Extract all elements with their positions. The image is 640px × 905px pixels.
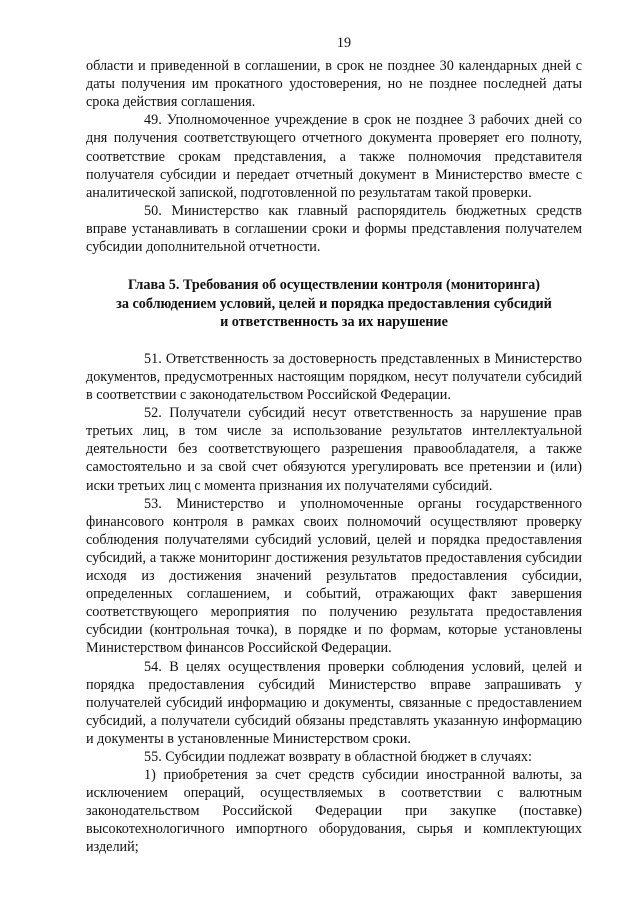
paragraph-55: 55. Субсидии подлежат возврату в областной бюджет в случаях:	[144, 748, 532, 765]
paragraph-49: 49. Уполномоченное учреждение в срок не позднее 3 рабочих дней со дня получения соответствующего отчетного документа проверяет его полноту, соответствие срокам представления, а также полномочия представителя получателя субсидии и передает отчетный документ в Министерство вместе с аналитической запиской, подготовленной по результатам такой проверки.	[86, 112, 582, 201]
paragraph-52: 52. Получатели субсидий несут ответственность за нарушение прав третьих лиц, в том числе за использование результатов интеллектуальной деятельности без соответствующего разрешения правообладателя, а также самостоятельно и за свой счет обязуются урегулировать все претензии и (или) иски третьих лиц с момента признания их получателями субсидий.	[86, 405, 582, 494]
paragraph-53: 53. Министерство и уполномоченные органы государственного финансового контроля в рамках своих полномочий осуществляют проверку соблюдения получателями субсидий условий, целей и порядка предоставления субсидий, а также мониторинг достижения результатов предоставления субсидии исходя из достижения значений результатов предоставления субсидии, определенных соглашением, и событий, отражающих факт завершения соответствующего мероприятия по получению результата предоставления субсидии (контрольная точка), в порядке и по формам, которые установлены Министерством финансов Российской Федерации.	[86, 495, 582, 657]
chapter-heading-line-2: за соблюдением условий, целей и порядка предоставления субсидий	[116, 295, 552, 312]
paragraph-54: 54. В целях осуществления проверки соблюдения условий, целей и порядка предоставления субсидий Министерство вправе запрашивать у получателей субсидий информацию и документы, связанные с предоставлением субсидий, а получатели субсидий обязаны представлять указанную информацию и документы в установленные Министерством сроки.	[86, 658, 582, 747]
paragraph-continuation: области и приведенной в соглашении, в срок не позднее 30 календарных дней с даты получения им прокатного удостоверения, но не позднее последней даты срока действия соглашения.	[86, 58, 582, 111]
paragraph-51: 51. Ответственность за достоверность представленных в Министерство документов, предусмотренных настоящим порядком, несут получатели субсидий в соответствии с законодательством Российской Федерации.	[86, 350, 582, 404]
list-item-1: 1) приобретения за счет средств субсидии иностранной валюты, за исключением операций, осуществляемых в соответствии с валютным законодательством Российской Федерации при закупке (поставке) высокотехнологичного импортного оборудования, сырья и комплектующих изделий;	[86, 767, 582, 856]
chapter-heading-line-1: Глава 5. Требования об осуществлении контроля (мониторинга)	[128, 277, 540, 294]
page-number: 19	[336, 35, 352, 51]
paragraph-50: 50. Министерство как главный распорядитель бюджетных средств вправе устанавливать в соглашении сроки и формы представления получателем субсидии дополнительной отчетности.	[86, 202, 582, 256]
chapter-heading	[86, 276, 582, 332]
chapter-heading-line-3: и ответственность за их нарушение	[220, 314, 448, 331]
document-page	[86, 34, 582, 857]
